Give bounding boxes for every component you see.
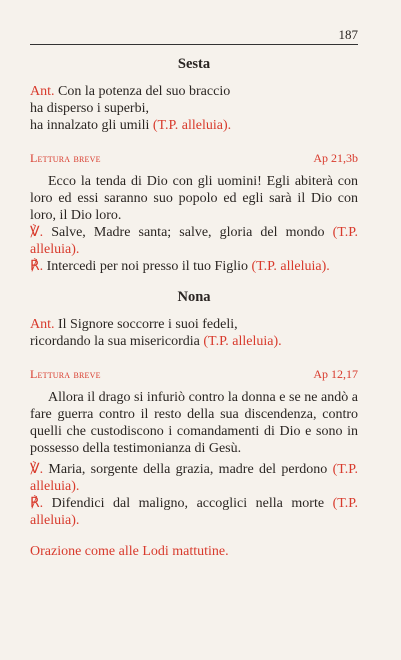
response-text: Difendici dal maligno, accoglici nella morte — [51, 496, 325, 511]
tp-alleluia: (T.P. alleluia). — [30, 462, 359, 494]
response — [30, 495, 358, 529]
page-number: 187 — [338, 27, 358, 42]
lettura-label: Lettura breve — [30, 151, 101, 165]
scripture-reference: Ap 21,3b — [313, 151, 358, 165]
page-content — [30, 56, 358, 560]
reading-text: Allora il drago si infuriò contro la donna e se ne andò a fare guerra contro il resto della sua discendenza, contro quelli che custodiscono i comandamenti di Dio e sono in possesso della testimonianza di Gesù. — [30, 390, 358, 456]
reading-text: Ecco la tenda di Dio con gli uomini! Egli abiterà con loro ed essi saranno suo popolo ed egli sarà il Dio con loro, il Dio loro. — [30, 174, 358, 223]
versicle — [30, 224, 358, 258]
section-title-nona: Nona — [177, 289, 211, 305]
tp-alleluia: (T.P. alleluia). — [203, 334, 282, 349]
scripture-reference: Ap 12,17 — [313, 367, 358, 381]
versicle-symbol: ℣. — [30, 225, 44, 240]
antiphon-sesta — [30, 83, 358, 134]
ant-line: ha innalzato gli umili — [30, 118, 150, 133]
versicle-text: Salve, Madre santa; salve, gloria del mondo — [51, 225, 325, 240]
ant-line: ricordando la sua misericordia — [30, 334, 200, 349]
response-symbol: ℟. — [30, 259, 44, 274]
orazione-rubric: Orazione come alle Lodi mattutine. — [30, 544, 229, 559]
response-text: Intercedi per noi presso il tuo Figlio — [46, 259, 248, 274]
tp-alleluia: (T.P. alleluia). — [30, 496, 359, 528]
lettura-breve-header — [30, 150, 358, 167]
ant-label: Ant. — [30, 317, 55, 332]
lettura-label: Lettura breve — [30, 367, 101, 381]
versicle-text: Maria, sorgente della grazia, madre del perdono — [48, 462, 328, 477]
versicle-symbol: ℣. — [30, 462, 44, 477]
response-symbol: ℟. — [30, 496, 44, 511]
tp-alleluia: (T.P. alleluia). — [30, 225, 359, 257]
header-rule — [30, 44, 358, 45]
tp-alleluia: (T.P. alleluia). — [251, 259, 330, 274]
ant-label: Ant. — [30, 84, 55, 99]
lettura-breve-header — [30, 366, 358, 383]
tp-alleluia: (T.P. alleluia). — [152, 118, 232, 133]
response — [30, 258, 358, 275]
ant-line: ha disperso i superbi, — [30, 101, 149, 116]
ant-line: Il Signore soccorre i suoi fedeli, — [58, 317, 238, 332]
antiphon-nona — [30, 316, 358, 350]
versicle — [30, 461, 358, 495]
ant-line: Con la potenza del suo braccio — [58, 84, 231, 99]
section-title-sesta: Sesta — [177, 56, 211, 72]
